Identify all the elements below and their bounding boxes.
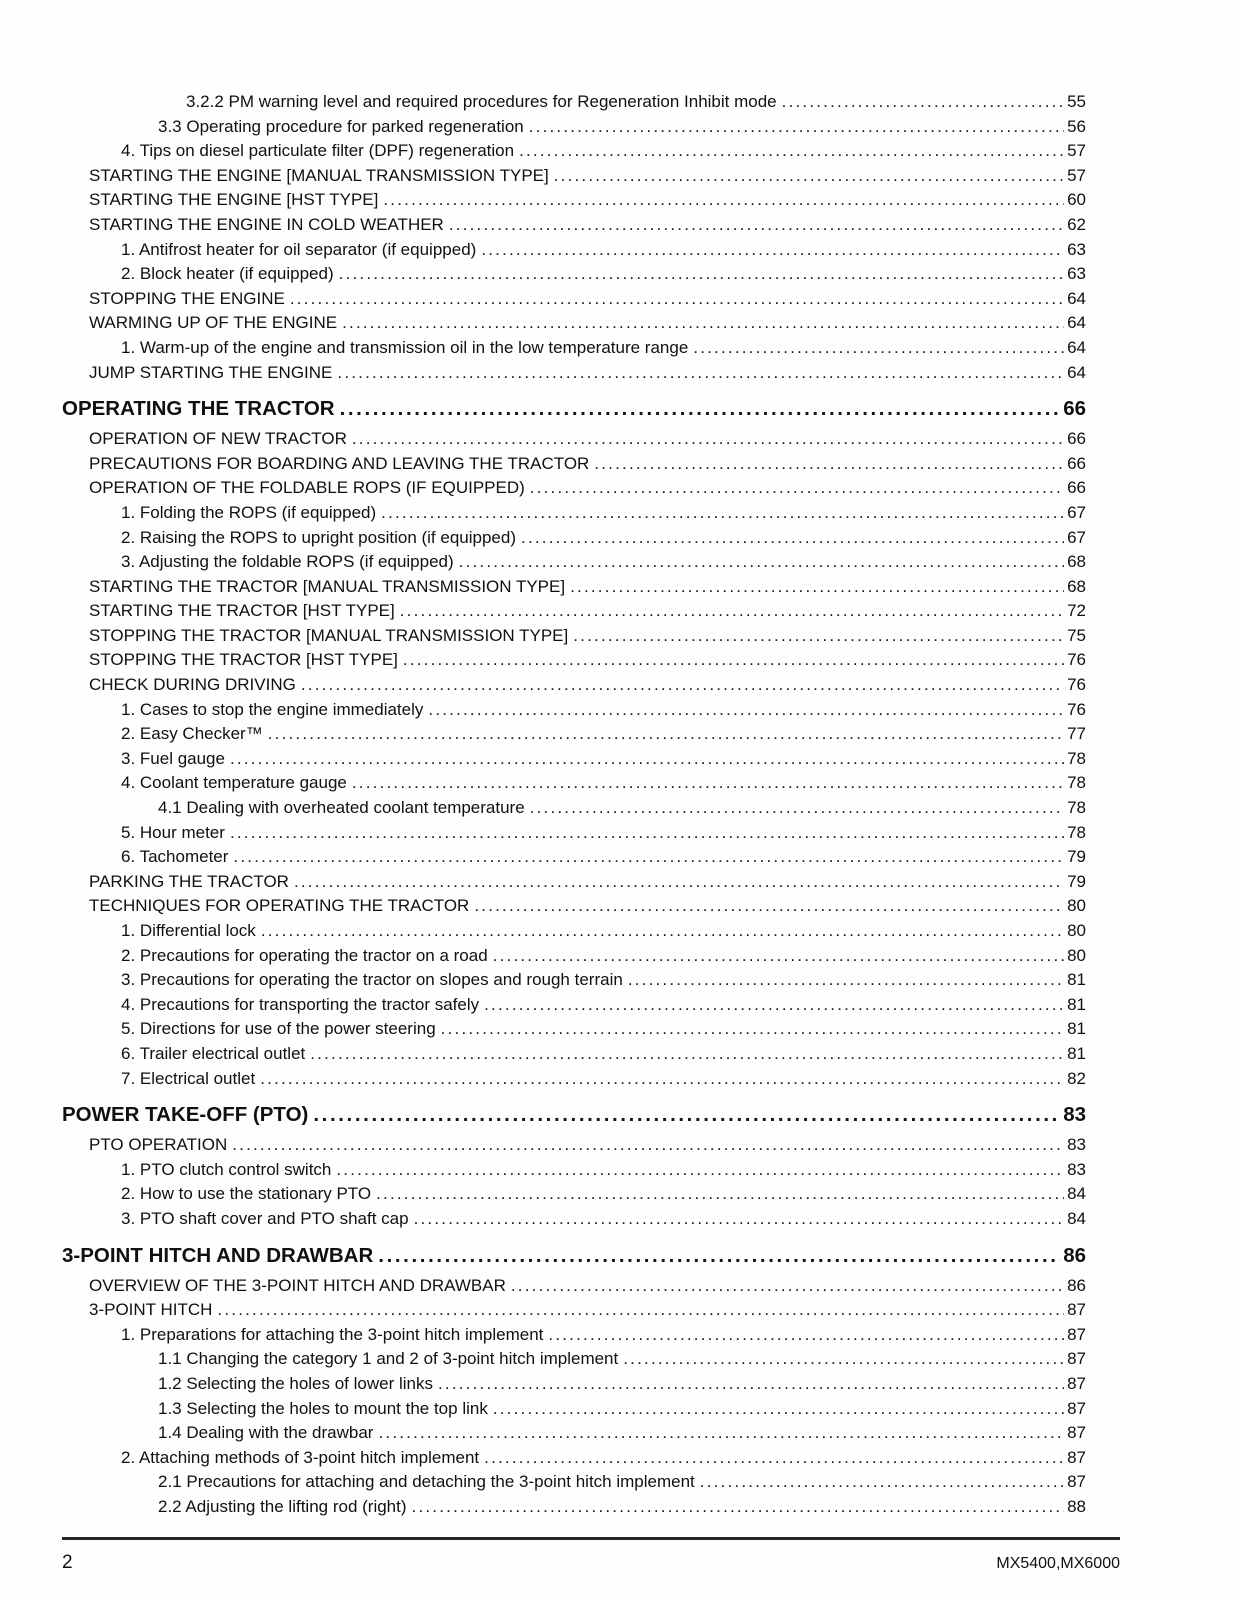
- dot-leader: [695, 1470, 1064, 1495]
- dot-leader: [407, 1495, 1065, 1520]
- table-of-contents: [62, 90, 1086, 1519]
- toc-chapter-row: [62, 1100, 1086, 1130]
- toc-entry-label: 1.4 Dealing with the drawbar: [158, 1423, 374, 1443]
- toc-row: [62, 771, 1086, 796]
- toc-row: [62, 648, 1086, 673]
- toc-entry-page: 77: [1067, 724, 1086, 744]
- dot-leader: [479, 993, 1064, 1018]
- toc-chapter-row: [62, 1241, 1086, 1271]
- toc-entry-label: 7. Electrical outlet: [121, 1068, 256, 1088]
- toc-row: [62, 1042, 1086, 1067]
- dot-leader: [444, 213, 1064, 238]
- toc-entry-label: OPERATION OF THE FOLDABLE ROPS (IF EQUIPPED): [89, 478, 525, 498]
- toc-row: [62, 1323, 1086, 1348]
- page-footer: [62, 1537, 1120, 1574]
- toc-entry-page: 82: [1067, 1068, 1086, 1088]
- dot-leader: [225, 747, 1064, 772]
- toc-entry-page: 87: [1067, 1472, 1086, 1492]
- toc-entry-page: 84: [1067, 1184, 1086, 1204]
- toc-entry-page: 60: [1067, 190, 1086, 210]
- toc-row: [62, 1446, 1086, 1471]
- dot-leader: [514, 139, 1064, 164]
- toc-entry-page: 68: [1067, 552, 1086, 572]
- toc-entry-page: 81: [1067, 994, 1086, 1014]
- toc-row: [62, 944, 1086, 969]
- dot-leader: [373, 1421, 1064, 1446]
- toc-row: [62, 452, 1086, 477]
- toc-chapter-row: [62, 394, 1086, 424]
- toc-entry-page: 63: [1067, 264, 1086, 284]
- toc-row: [62, 1495, 1086, 1520]
- dot-leader: [308, 1100, 1060, 1130]
- toc-entry-label: 6. Trailer electrical outlet: [121, 1043, 306, 1063]
- toc-entry-label: 5. Hour meter: [121, 822, 225, 842]
- toc-entry-label: 1.3 Selecting the holes to mount the top link: [158, 1398, 488, 1418]
- toc-entry-page: 66: [1063, 397, 1086, 421]
- toc-entry-page: 79: [1067, 847, 1086, 867]
- toc-row: [62, 870, 1086, 895]
- dot-leader: [335, 394, 1061, 424]
- toc-entry-label: 3. Fuel gauge: [121, 748, 225, 768]
- dot-leader: [525, 796, 1064, 821]
- dot-leader: [488, 1397, 1064, 1422]
- dot-leader: [454, 550, 1064, 575]
- toc-entry-page: 88: [1067, 1496, 1086, 1516]
- toc-row: [62, 1207, 1086, 1232]
- toc-row: [62, 624, 1086, 649]
- toc-row: [62, 311, 1086, 336]
- dot-leader: [506, 1274, 1064, 1299]
- toc-entry-page: 87: [1067, 1398, 1086, 1418]
- toc-entry-label: 3-POINT HITCH AND DRAWBAR: [62, 1243, 374, 1267]
- toc-row: [62, 575, 1086, 600]
- toc-row: [62, 1017, 1086, 1042]
- toc-entry-label: PRECAUTIONS FOR BOARDING AND LEAVING THE TRACTOR: [89, 453, 590, 473]
- toc-entry-page: 83: [1067, 1159, 1086, 1179]
- toc-entry-page: 84: [1067, 1208, 1086, 1228]
- toc-entry-page: 87: [1067, 1373, 1086, 1393]
- toc-row: [62, 501, 1086, 526]
- dot-leader: [296, 673, 1064, 698]
- dot-leader: [263, 722, 1064, 747]
- toc-entry-label: 2. Attaching methods of 3-point hitch implement: [121, 1447, 480, 1467]
- toc-entry-label: STOPPING THE ENGINE: [89, 288, 285, 308]
- toc-entry-label: WARMING UP OF THE ENGINE: [89, 313, 338, 333]
- dot-leader: [433, 1372, 1064, 1397]
- toc-entry-label: STARTING THE ENGINE IN COLD WEATHER: [89, 214, 444, 234]
- toc-row: [62, 1182, 1086, 1207]
- toc-entry-label: OPERATING THE TRACTOR: [62, 397, 335, 421]
- toc-entry-page: 87: [1067, 1423, 1086, 1443]
- footer-model-codes: MX5400,MX6000: [996, 1555, 1120, 1572]
- toc-entry-label: 4.1 Dealing with overheated coolant temperature: [158, 798, 525, 818]
- toc-entry-page: 81: [1067, 1019, 1086, 1039]
- toc-entry-label: STOPPING THE TRACTOR [HST TYPE]: [89, 650, 398, 670]
- toc-entry-page: 57: [1067, 165, 1086, 185]
- dot-leader: [347, 427, 1064, 452]
- toc-row: [62, 287, 1086, 312]
- toc-entry-page: 83: [1063, 1103, 1086, 1127]
- toc-row: [62, 1470, 1086, 1495]
- toc-row: [62, 336, 1086, 361]
- toc-entry-label: 1. PTO clutch control switch: [121, 1159, 332, 1179]
- dot-leader: [568, 624, 1064, 649]
- toc-row: [62, 599, 1086, 624]
- dot-leader: [395, 599, 1064, 624]
- toc-row: [62, 262, 1086, 287]
- toc-entry-page: 66: [1067, 453, 1086, 473]
- toc-row: [62, 796, 1086, 821]
- dot-leader: [516, 526, 1064, 551]
- toc-entry-label: 4. Tips on diesel particulate filter (DPF) regeneration: [121, 141, 515, 161]
- dot-leader: [334, 262, 1064, 287]
- dot-leader: [623, 968, 1064, 993]
- dot-leader: [423, 698, 1064, 723]
- dot-leader: [543, 1323, 1064, 1348]
- toc-entry-label: 2. Block heater (if equipped): [121, 264, 334, 284]
- toc-entry-page: 68: [1067, 576, 1086, 596]
- toc-entry-label: 1.1 Changing the category 1 and 2 of 3-point hitch implement: [158, 1349, 619, 1369]
- dot-leader: [469, 894, 1064, 919]
- toc-row: [62, 894, 1086, 919]
- dot-leader: [225, 821, 1064, 846]
- toc-row: [62, 90, 1086, 115]
- toc-entry-page: 57: [1067, 141, 1086, 161]
- toc-entry-page: 87: [1067, 1349, 1086, 1369]
- dot-leader: [332, 361, 1064, 386]
- toc-entry-page: 83: [1067, 1135, 1086, 1155]
- dot-leader: [256, 919, 1064, 944]
- toc-entry-label: 1. Warm-up of the engine and transmission oil in the low temperature range: [121, 337, 689, 357]
- footer-page-number: 2: [62, 1552, 73, 1573]
- dot-leader: [488, 944, 1064, 969]
- toc-entry-label: 3.3 Operating procedure for parked regeneration: [158, 116, 524, 136]
- toc-row: [62, 673, 1086, 698]
- toc-entry-label: 2. How to use the stationary PTO: [121, 1184, 372, 1204]
- toc-entry-page: 75: [1067, 625, 1086, 645]
- toc-entry-page: 81: [1067, 970, 1086, 990]
- toc-row: [62, 164, 1086, 189]
- dot-leader: [371, 1182, 1064, 1207]
- toc-row: [62, 845, 1086, 870]
- toc-row: [62, 238, 1086, 263]
- toc-entry-page: 87: [1067, 1447, 1086, 1467]
- toc-row: [62, 1347, 1086, 1372]
- toc-entry-label: STARTING THE ENGINE [MANUAL TRANSMISSION TYPE]: [89, 165, 549, 185]
- toc-entry-page: 78: [1067, 822, 1086, 842]
- toc-row: [62, 1274, 1086, 1299]
- toc-entry-page: 63: [1067, 239, 1086, 259]
- toc-entry-page: 64: [1067, 288, 1086, 308]
- toc-entry-page: 79: [1067, 871, 1086, 891]
- dot-leader: [227, 1133, 1064, 1158]
- dot-leader: [347, 771, 1064, 796]
- toc-entry-label: 1. Cases to stop the engine immediately: [121, 699, 424, 719]
- toc-entry-page: 78: [1067, 748, 1086, 768]
- toc-entry-page: 80: [1067, 896, 1086, 916]
- toc-entry-page: 67: [1067, 527, 1086, 547]
- toc-entry-label: 3. Precautions for operating the tractor on slopes and rough terrain: [121, 970, 623, 990]
- toc-entry-page: 78: [1067, 773, 1086, 793]
- toc-row: [62, 919, 1086, 944]
- dot-leader: [212, 1298, 1064, 1323]
- toc-row: [62, 968, 1086, 993]
- toc-entry-label: PARKING THE TRACTOR: [89, 871, 289, 891]
- toc-row: [62, 550, 1086, 575]
- toc-row: [62, 427, 1086, 452]
- toc-row: [62, 1133, 1086, 1158]
- toc-row: [62, 747, 1086, 772]
- dot-leader: [373, 1241, 1060, 1271]
- toc-entry-label: 3. PTO shaft cover and PTO shaft cap: [121, 1208, 409, 1228]
- toc-entry-label: 3-POINT HITCH: [89, 1300, 213, 1320]
- toc-row: [62, 1158, 1086, 1183]
- dot-leader: [476, 238, 1064, 263]
- toc-row: [62, 821, 1086, 846]
- toc-row: [62, 698, 1086, 723]
- dot-leader: [777, 90, 1064, 115]
- toc-entry-page: 78: [1067, 798, 1086, 818]
- toc-entry-label: STARTING THE ENGINE [HST TYPE]: [89, 190, 379, 210]
- toc-entry-label: 1. Folding the ROPS (if equipped): [121, 502, 377, 522]
- toc-entry-page: 56: [1067, 116, 1086, 136]
- toc-entry-label: 4. Coolant temperature gauge: [121, 773, 347, 793]
- toc-entry-page: 86: [1067, 1275, 1086, 1295]
- toc-entry-label: 2. Raising the ROPS to upright position (if equipped): [121, 527, 517, 547]
- dot-leader: [479, 1446, 1064, 1471]
- dot-leader: [337, 311, 1064, 336]
- toc-entry-page: 86: [1063, 1243, 1086, 1267]
- toc-row: [62, 1298, 1086, 1323]
- toc-row: [62, 213, 1086, 238]
- toc-entry-label: TECHNIQUES FOR OPERATING THE TRACTOR: [89, 896, 470, 916]
- toc-entry-label: 4. Precautions for transporting the tractor safely: [121, 994, 480, 1014]
- dot-leader: [524, 115, 1064, 140]
- toc-entry-page: 55: [1067, 92, 1086, 111]
- dot-leader: [228, 845, 1064, 870]
- toc-entry-label: STOPPING THE TRACTOR [MANUAL TRANSMISSION TYPE]: [89, 625, 569, 645]
- toc-entry-page: 76: [1067, 650, 1086, 670]
- toc-row: [62, 1397, 1086, 1422]
- dot-leader: [305, 1042, 1064, 1067]
- toc-entry-page: 64: [1067, 362, 1086, 382]
- toc-entry-label: OVERVIEW OF THE 3-POINT HITCH AND DRAWBAR: [89, 1275, 506, 1295]
- toc-entry-label: 1. Preparations for attaching the 3-point hitch implement: [121, 1324, 544, 1344]
- toc-entry-label: 6. Tachometer: [121, 847, 229, 867]
- dot-leader: [289, 870, 1064, 895]
- toc-row: [62, 188, 1086, 213]
- dot-leader: [376, 501, 1064, 526]
- dot-leader: [436, 1017, 1064, 1042]
- dot-leader: [378, 188, 1064, 213]
- toc-entry-label: 1. Antifrost heater for oil separator (if equipped): [121, 239, 477, 259]
- toc-entry-page: 87: [1067, 1300, 1086, 1320]
- toc-entry-label: OPERATION OF NEW TRACTOR: [89, 429, 347, 449]
- dot-leader: [618, 1347, 1064, 1372]
- dot-leader: [331, 1158, 1064, 1183]
- toc-entry-page: 81: [1067, 1043, 1086, 1063]
- toc-entry-label: 1. Differential lock: [121, 921, 256, 940]
- toc-entry-label: JUMP STARTING THE ENGINE: [89, 362, 333, 382]
- toc-entry-page: 66: [1067, 478, 1086, 498]
- toc-entry-label: CHECK DURING DRIVING: [89, 675, 296, 695]
- toc-entry-page: 66: [1067, 429, 1086, 449]
- dot-leader: [589, 452, 1064, 477]
- footer-row: [62, 1540, 1120, 1574]
- dot-leader: [409, 1207, 1065, 1232]
- toc-row: [62, 993, 1086, 1018]
- toc-row: [62, 476, 1086, 501]
- toc-entry-page: 64: [1067, 337, 1086, 357]
- toc-entry-label: 3. Adjusting the foldable ROPS (if equipped): [121, 552, 454, 572]
- toc-row: [62, 361, 1086, 386]
- toc-entry-page: 64: [1067, 313, 1086, 333]
- dot-leader: [398, 648, 1064, 673]
- dot-leader: [285, 287, 1064, 312]
- toc-entry-page: 76: [1067, 675, 1086, 695]
- toc-entry-label: 2. Precautions for operating the tractor on a road: [121, 945, 488, 965]
- toc-entry-page: 67: [1067, 502, 1086, 522]
- toc-entry-page: 72: [1067, 601, 1086, 621]
- toc-row: [62, 722, 1086, 747]
- toc-entry-label: 5. Directions for use of the power steering: [121, 1019, 436, 1039]
- toc-entry-label: 1.2 Selecting the holes of lower links: [158, 1373, 433, 1393]
- toc-entry-label: POWER TAKE-OFF (PTO): [62, 1103, 309, 1127]
- toc-row: [62, 1372, 1086, 1397]
- toc-entry-label: 2.1 Precautions for attaching and detaching the 3-point hitch implement: [158, 1472, 695, 1492]
- toc-entry-label: 2.2 Adjusting the lifting rod (right): [158, 1496, 407, 1516]
- toc-entry-label: 2. Easy Checker™: [121, 724, 263, 744]
- toc-entry-label: STARTING THE TRACTOR [HST TYPE]: [89, 601, 395, 621]
- toc-row: [62, 139, 1086, 164]
- toc-entry-page: 80: [1067, 921, 1086, 940]
- toc-entry-label: 3.2.2 PM warning level and required procedures for Regeneration Inhibit mode: [186, 92, 777, 111]
- dot-leader: [255, 1067, 1064, 1092]
- toc-entry-label: STARTING THE TRACTOR [MANUAL TRANSMISSION TYPE]: [89, 576, 566, 596]
- toc-entry-page: 76: [1067, 699, 1086, 719]
- toc-entry-page: 87: [1067, 1324, 1086, 1344]
- toc-entry-page: 62: [1067, 214, 1086, 234]
- toc-row: [62, 526, 1086, 551]
- dot-leader: [688, 336, 1064, 361]
- toc-row: [62, 1421, 1086, 1446]
- toc-row: [62, 1067, 1086, 1092]
- dot-leader: [525, 476, 1064, 501]
- dot-leader: [565, 575, 1064, 600]
- toc-entry-label: PTO OPERATION: [89, 1135, 228, 1155]
- dot-leader: [549, 164, 1064, 189]
- toc-entry-page: 80: [1067, 945, 1086, 965]
- toc-row: [62, 115, 1086, 140]
